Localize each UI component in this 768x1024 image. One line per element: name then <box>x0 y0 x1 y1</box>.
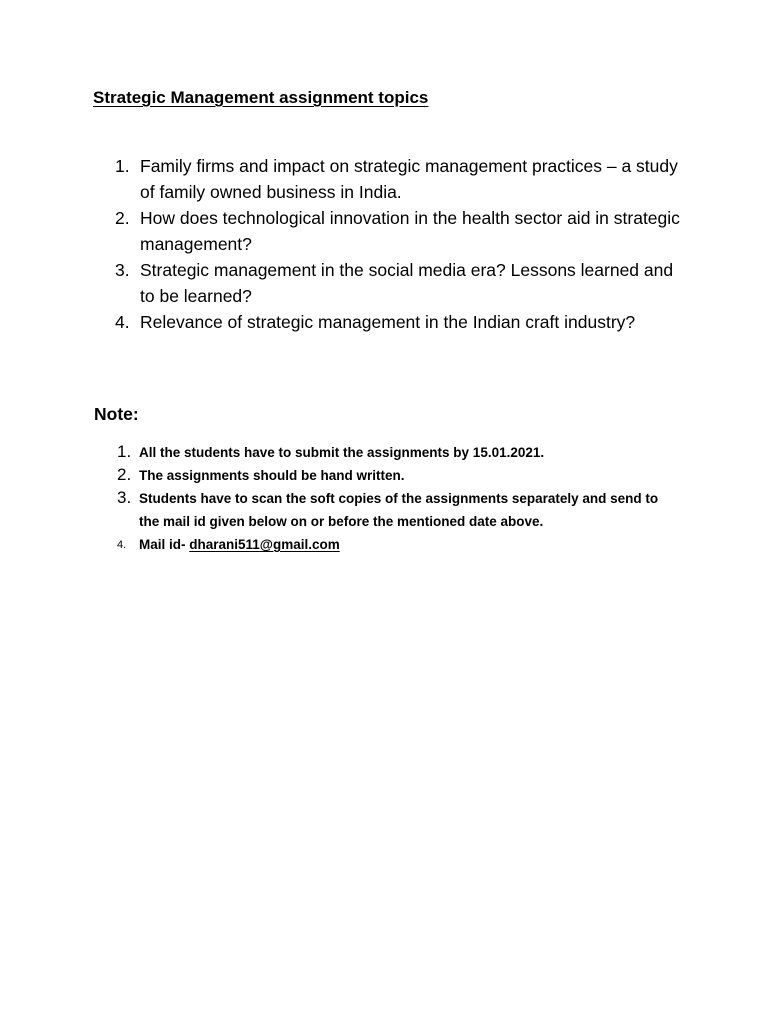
list-item-number: 4. <box>115 312 130 332</box>
list-item-text: Students have to scan the soft copies of the assignments separately and send to the mail id given below on or before the mentioned date above. <box>139 491 659 529</box>
list-item-text: The assignments should be hand written. <box>139 468 405 483</box>
list-item-number: 4. <box>117 539 127 551</box>
mail-address-link[interactable]: dharani511@gmail.com <box>189 537 340 552</box>
list-item-number: 1. <box>117 442 132 461</box>
topics-list <box>115 153 685 335</box>
note-heading: Note: <box>94 404 139 424</box>
list-item <box>115 309 685 335</box>
list-item-text: All the students have to submit the assignments by 15.01.2021. <box>139 445 545 460</box>
list-item <box>115 153 685 205</box>
list-item-text: How does technological innovation in the health sector aid in strategic management? <box>140 208 680 254</box>
list-item <box>115 257 685 309</box>
list-item-number: 3. <box>117 488 132 507</box>
list-item-number: 2. <box>115 208 130 228</box>
list-item <box>117 464 677 487</box>
document-title: Strategic Management assignment topics <box>93 88 429 107</box>
list-item-number: 1. <box>115 156 130 176</box>
list-item-text: Strategic management in the social media era? Lessons learned and to be learned? <box>140 260 674 306</box>
list-item-number: 3. <box>115 260 130 280</box>
list-item <box>117 441 677 464</box>
mail-label: Mail id- <box>139 537 190 552</box>
list-item-number: 2. <box>117 465 132 484</box>
list-item-text: Relevance of strategic management in the Indian craft industry? <box>140 312 636 332</box>
list-item <box>117 487 677 533</box>
notes-list <box>117 441 677 556</box>
list-item <box>115 205 685 257</box>
list-item-text: Family firms and impact on strategic management practices – a study of family owned business in India. <box>140 156 678 202</box>
mail-item <box>117 533 677 556</box>
